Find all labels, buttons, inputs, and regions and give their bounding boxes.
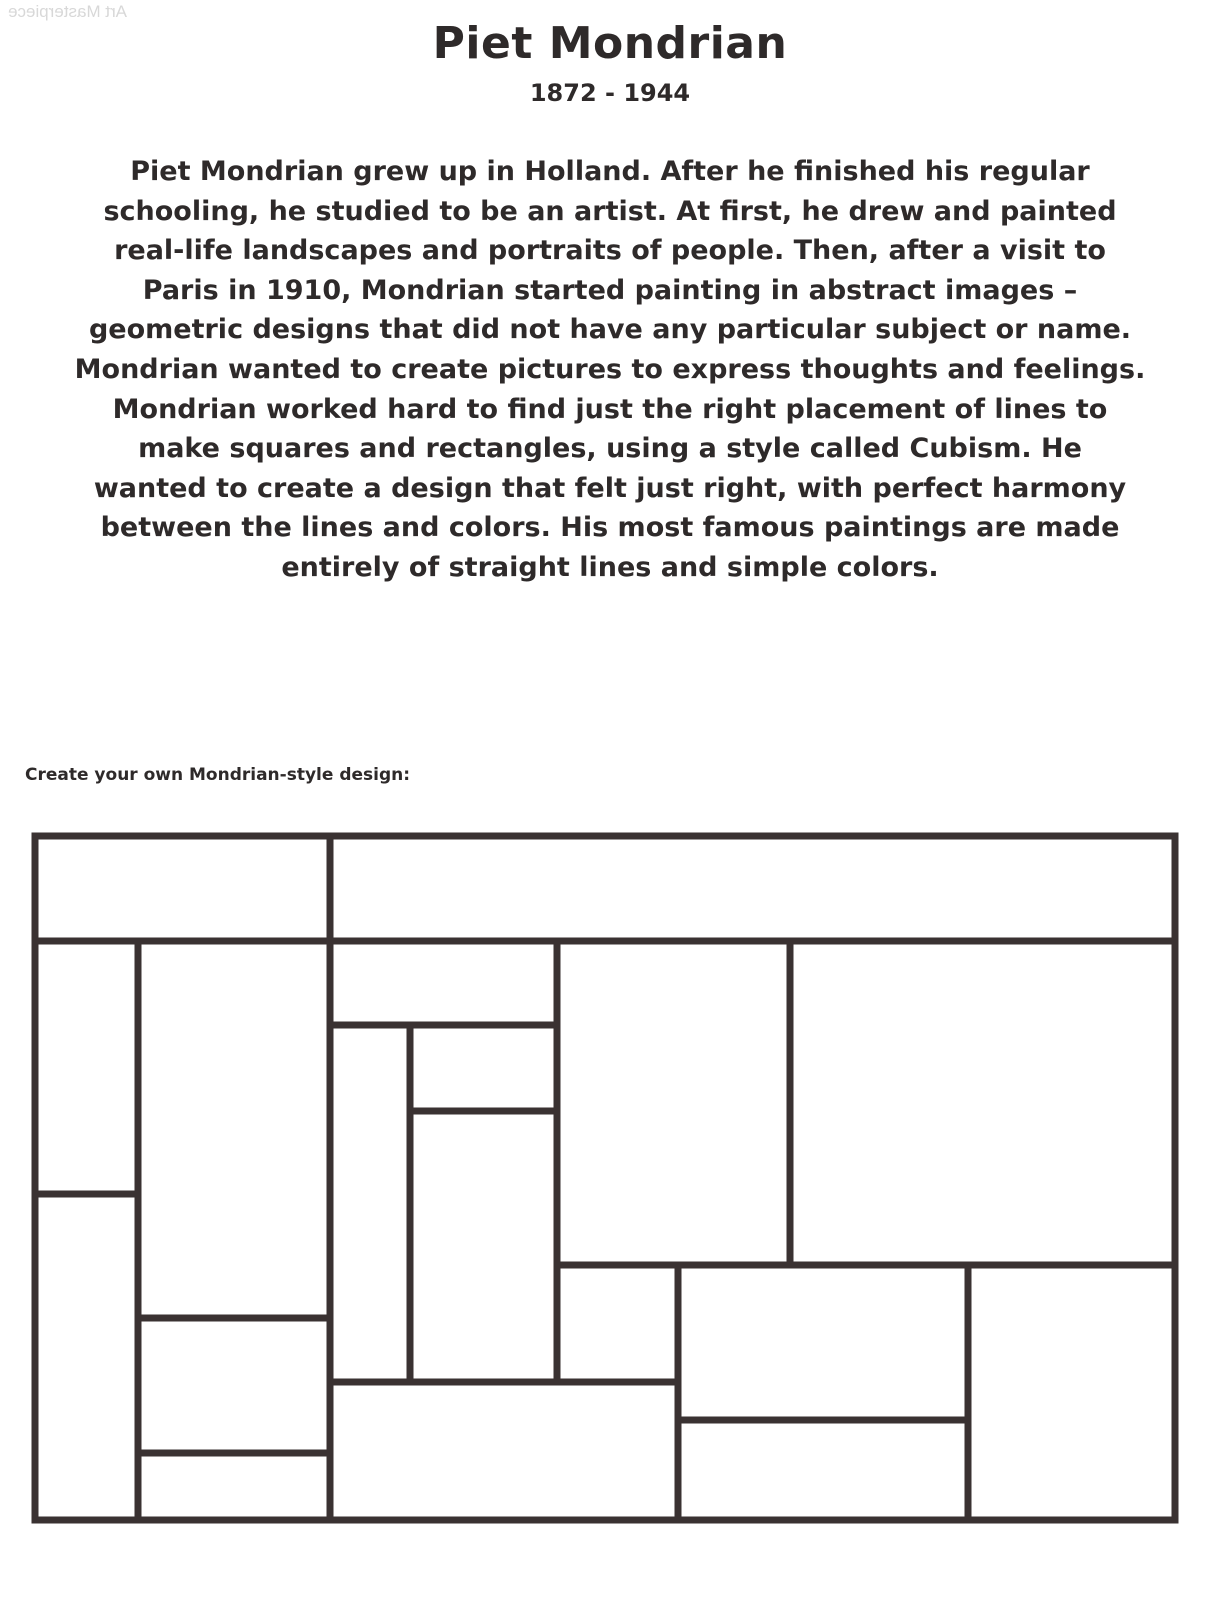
paragraph-line: wanted to create a design that felt just right, with perfect harmony xyxy=(93,472,1127,504)
paragraph-line: Piet Mondrian grew up in Holland. After he finished his regular xyxy=(130,156,1090,187)
paragraph-line: Paris in 1910, Mondrian started painting in abstract images – xyxy=(142,274,1078,306)
paragraph-line: geometric designs that did not have any particular subject or name. xyxy=(88,314,1132,346)
scan-ghost-text: Art Masterpiece xyxy=(8,2,128,21)
paragraph-line: make squares and rectangles, using a style called Cubism. He xyxy=(138,433,1082,465)
paragraph-line: Mondrian wanted to create pictures to express thoughts and feelings. xyxy=(74,353,1146,385)
paragraph-line: schooling, he studied to be an artist. At first, he drew and painted xyxy=(103,195,1117,227)
paragraph-line: between the lines and colors. His most famous paintings are made xyxy=(100,512,1120,544)
paragraph-line: Mondrian worked hard to find just the right placement of lines to xyxy=(112,393,1108,425)
paragraph-line: entirely of straight lines and simple colors. xyxy=(281,551,939,583)
page-title: Piet Mondrian xyxy=(432,18,788,69)
activity-prompt: Create your own Mondrian-style design: xyxy=(25,765,411,785)
paragraph-line: real-life landscapes and portraits of people. Then, after a visit to xyxy=(114,235,1106,267)
artist-dates: 1872 - 1944 xyxy=(529,79,691,107)
